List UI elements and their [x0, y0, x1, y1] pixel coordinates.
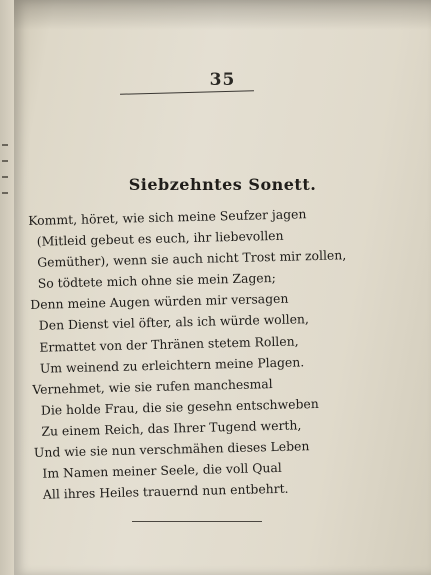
poem-line: Denn meine Augen würden mir versagen	[30, 291, 289, 313]
poem-line: Ermattet von der Thränen stetem Rollen,	[39, 332, 299, 355]
book-page	[14, 0, 431, 575]
poem-line: (Mitleid gebeut es euch, ihr liebevollen	[36, 227, 284, 249]
poem-body	[28, 202, 365, 505]
poem-line: All ihres Heiles trauernd nun entbehrt.	[42, 480, 289, 502]
facing-page-text-fragments	[2, 130, 12, 230]
header-rule	[120, 90, 254, 95]
poem-line: Um weinend zu erleichtern meine Plagen.	[39, 353, 305, 376]
poem-line: Und wie sie nun verschmähen dieses Leben	[33, 438, 310, 460]
poem-line: So tödtete mich ohne sie mein Zagen;	[37, 270, 276, 292]
poem-line: Kommt, höret, wie sich meine Seufzer jagen	[28, 206, 307, 228]
footer-rule	[132, 521, 262, 522]
poem-line: Vernehmet, wie sie rufen manchesmal	[32, 375, 273, 397]
page-number: 35	[209, 70, 236, 90]
poem-line: Den Dienst viel öfter, als ich würde wollen,	[38, 311, 310, 334]
poem-title: Siebzehntes Sonett.	[128, 175, 317, 194]
poem-line: Zu einem Reich, das Ihrer Tugend werth,	[41, 417, 302, 439]
poem-line: Gemüther), wenn sie auch nicht Trost mir zollen,	[37, 247, 347, 270]
poem-line: Im Namen meiner Seele, die voll Qual	[42, 460, 282, 481]
poem-line: Die holde Frau, die sie gesehn entschweben	[40, 395, 319, 418]
